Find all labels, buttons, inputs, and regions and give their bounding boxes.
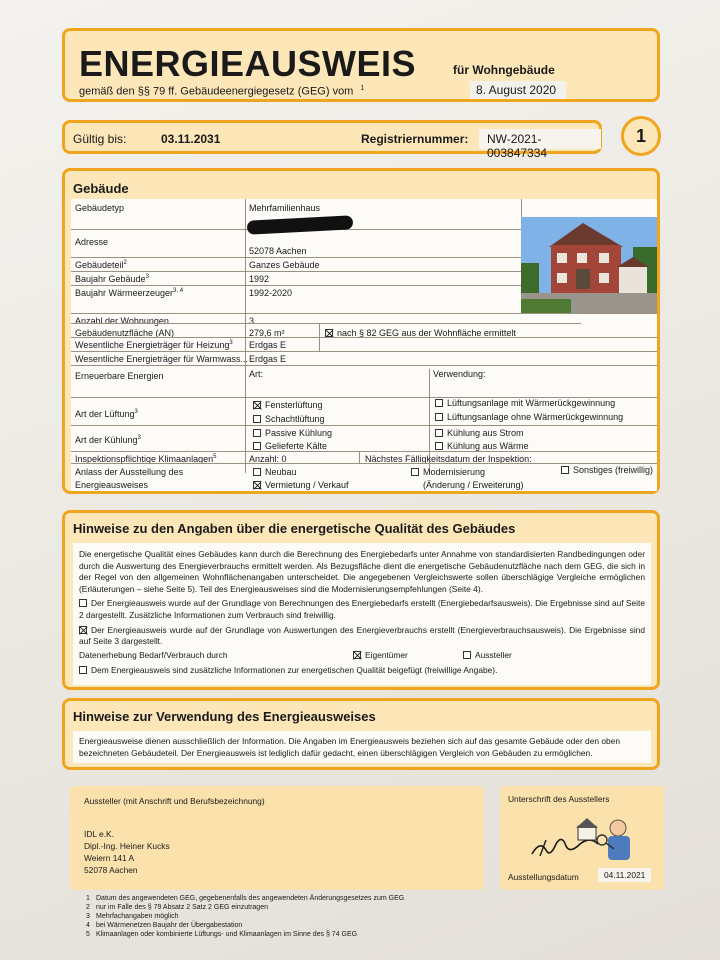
checkbox-icon xyxy=(435,429,443,437)
building-part-value: Ganzes Gebäude xyxy=(249,260,320,270)
checkbox-icon xyxy=(435,413,443,421)
registration-value: NW-2021-003847334 xyxy=(479,129,601,149)
valid-until-value: 03.11.2031 xyxy=(161,132,221,146)
cooling-delivered[interactable]: Gelieferte Kälte xyxy=(253,441,327,451)
occasion-modernisation[interactable]: Modernisierung xyxy=(411,467,485,477)
ventilation-without-recovery[interactable]: Lüftungsanlage ohne Wärmerückgewinnung xyxy=(435,412,623,422)
data-collection-issuer[interactable]: Aussteller xyxy=(463,650,512,662)
checkbox-icon xyxy=(253,415,261,423)
signature-stamp-icon xyxy=(526,816,656,866)
certificate-header xyxy=(62,28,660,102)
hot-water-carrier-value: Erdgas E xyxy=(249,354,287,364)
quality-notes-title: Hinweise zu den Angaben über die energetische Qualität des Gebäudes xyxy=(73,521,516,536)
checkbox-checked-icon xyxy=(353,651,361,659)
building-section xyxy=(62,168,660,494)
footnote-item: 2 nur im Falle des § 79 Absatz 2 Satz 2 GEG einzutragen xyxy=(86,904,268,911)
checkbox-icon xyxy=(253,468,261,476)
certificate-title: ENERGIEAUSWEIS xyxy=(79,43,417,84)
issue-date-value: 04.11.2021 xyxy=(598,868,651,882)
footnote-item: 3 Mehrfachangaben möglich xyxy=(86,913,179,920)
footnote-item: 4 bei Wärmenetzen Baujahr der Übergabestation xyxy=(86,922,243,929)
building-part-label: Gebäudeteil$^2$ xyxy=(75,260,127,270)
heating-carrier-label: Wesentliche Energieträger für Heizung$^3$ xyxy=(75,340,233,350)
checkbox-checked-icon xyxy=(79,626,87,634)
certificate-subtitle: für Wohngebäude xyxy=(453,63,555,77)
usage-notes-title: Hinweise zur Verwendung des Energieausweises xyxy=(73,709,376,724)
footnotes xyxy=(86,894,404,939)
address-value: 52078 Aachen xyxy=(249,246,307,256)
checkbox-icon xyxy=(79,599,87,607)
checkbox-icon xyxy=(411,468,419,476)
quality-notes-paragraph: Die energetische Qualität eines Gebäudes kann durch die Berechnung des Energiebedarfs unter Annahme von standardisierten Randbedingungen oder durch die Auswertung des Energieverbrauchs ermittelt werden. Als Bezugsfläche dient die energetische Gebäudenutzfläche nach dem GEG, die sich in der Regel von den allgemeinen Wohnflächenangaben unterscheidet. Die angegebenen Vergleichswerte sollen überschlägige Vergleiche ermöglichen (Erläuterungen – siehe Seite 5). Teil des Energieausweises sind die Modernisierungsempfehlungen (Seite 4). xyxy=(79,549,645,594)
checkbox-icon xyxy=(253,442,261,450)
floor-area-note: nach § 82 GEG aus der Wohnfläche ermittelt xyxy=(325,328,516,338)
ac-next-inspection: Nächstes Fälligkeitsdatum der Inspektion: xyxy=(365,454,532,464)
option-consumption-based[interactable]: Der Energieausweis wurde auf der Grundlage von Auswertungen des Energieverbrauchs erstellt (Energieverbrauchsausweis). Die Ergebnisse sind auf Seite 3 dargestellt. xyxy=(79,624,645,647)
house-photo-icon xyxy=(521,217,657,313)
footnote-item: 1 Datum des angewendeten GEG, gegebenenfalls des angewendeten Änderungsgesetzes zum GEG xyxy=(86,895,405,902)
building-type-label: Gebäudetyp xyxy=(75,203,125,213)
occasion-other[interactable]: Sonstiges (freiwillig) xyxy=(561,465,653,475)
ventilation-shaft[interactable]: Schachtlüftung xyxy=(253,414,325,424)
ventilation-label: Art der Lüftung$^3$ xyxy=(75,409,138,419)
legal-basis xyxy=(79,85,364,98)
legal-footnote-ref: 1 xyxy=(360,85,365,92)
checkbox-checked-icon xyxy=(325,329,333,337)
ventilation-with-recovery[interactable]: Lüftungsanlage mit Wärmerückgewinnung xyxy=(435,398,615,408)
building-section-title: Gebäude xyxy=(73,181,129,196)
floor-area-label: Gebäudenutzfläche (AN) xyxy=(75,328,175,338)
issue-date-label: Ausstellungsdatum xyxy=(508,872,579,882)
renewables-usage: Verwendung: xyxy=(433,369,486,379)
quality-notes-section xyxy=(62,510,660,690)
ventilation-window[interactable]: Fensterlüftung xyxy=(253,400,323,410)
checkbox-icon xyxy=(253,429,261,437)
address-label: Adresse xyxy=(75,237,109,247)
registration-label: Registriernummer: xyxy=(361,132,469,146)
ac-inspection-label: Inspektionspflichtige Klimaanlagen$^5$ xyxy=(75,454,217,464)
page-number-badge: 1 xyxy=(621,116,661,156)
occasion-label-1: Anlass der Ausstellung des xyxy=(75,467,184,477)
heater-year-label: Baujahr Wärmeerzeuger$^{3, 4}$ xyxy=(75,288,184,298)
footnote-item: 5 Klimaanlagen oder kombinierte Lüftungs- und Klimaanlagen im Sinne des § 74 GEG xyxy=(86,931,358,938)
signature-box xyxy=(500,786,664,890)
heating-carrier-value: Erdgas E xyxy=(249,340,287,350)
build-year-value: 1992 xyxy=(249,274,270,284)
valid-until-label: Gültig bis: xyxy=(73,132,127,146)
checkbox-icon xyxy=(79,666,87,674)
heater-year-value: 1992-2020 xyxy=(249,288,293,298)
issuer-address: IDL e.K. Dipl.-Ing. Heiner Kucks Weiern 141 A 52078 Aachen xyxy=(84,829,170,875)
apartments-value: 3 xyxy=(249,316,255,326)
occasion-modernisation-note: (Änderung / Erweiterung) xyxy=(423,480,524,490)
checkbox-icon xyxy=(463,651,471,659)
occasion-rent-sale[interactable]: Vermietung / Verkauf xyxy=(253,480,349,490)
renewables-type: Art: xyxy=(249,369,264,379)
data-collection-row xyxy=(79,650,645,662)
building-photo xyxy=(521,217,657,313)
checkbox-icon xyxy=(435,399,443,407)
data-collection-owner[interactable]: Eigentümer xyxy=(353,650,408,662)
option-additional-info[interactable]: Dem Energieausweis sind zusätzliche Informationen zur energetischen Qualität beigefügt (freiwillige Angabe). xyxy=(79,665,645,677)
occasion-new-build[interactable]: Neubau xyxy=(253,467,297,477)
option-demand-based[interactable]: Der Energieausweis wurde auf der Grundlage von Berechnungen des Energiebedarfs erstellt (Energiebedarfsausweis). Die Ergebnisse sind auf Seite 2 dargestellt. Zusätzliche Informationen zum Verbrauch sind freiwillig. xyxy=(79,598,645,620)
validity-bar xyxy=(62,120,602,160)
legal-basis-text: gemäß den §§ 79 ff. Gebäudeenergiegesetz (GEG) vom xyxy=(79,85,354,98)
checkbox-icon xyxy=(561,466,569,474)
cooling-label: Art der Kühlung$^3$ xyxy=(75,435,141,445)
usage-notes-section xyxy=(62,698,660,770)
build-year-label: Baujahr Gebäude$^3$ xyxy=(75,274,149,284)
hot-water-carrier-label: Wesentliche Energieträger für Warmwass... xyxy=(75,354,249,364)
checkbox-checked-icon xyxy=(253,481,261,489)
issuer-box xyxy=(70,786,484,890)
occasion-label-2: Energieausweises xyxy=(75,480,149,490)
ac-count: Anzahl: 0 xyxy=(249,454,287,464)
checkbox-icon xyxy=(435,442,443,450)
cooling-heat[interactable]: Kühlung aus Wärme xyxy=(435,441,529,451)
quality-notes-panel xyxy=(73,543,651,685)
issuer-label: Aussteller (mit Anschrift und Berufsbezeichnung) xyxy=(84,796,265,806)
usage-notes-text: Energieausweise dienen ausschließlich der Information. Die Angaben im Energieausweis beziehen sich auf das gesamte Gebäude oder den oben bezeichneten Gebäudeteil. Der Energieausweis ist lediglich dafür gedacht, einen überschlägigen Vergleich von Gebäuden zu ermöglichen. xyxy=(73,731,651,763)
checkbox-checked-icon xyxy=(253,401,261,409)
signature-label: Unterschrift des Ausstellers xyxy=(508,794,610,804)
renewables-label: Erneuerbare Energien xyxy=(75,371,164,381)
building-type-value: Mehrfamilienhaus xyxy=(249,203,321,213)
floor-area-value: 279,6 m² xyxy=(249,328,285,338)
apartments-label: Anzahl der Wohnungen xyxy=(75,316,169,326)
legal-date: 8. August 2020 xyxy=(470,81,566,99)
cooling-passive[interactable]: Passive Kühlung xyxy=(253,428,332,438)
cooling-electric[interactable]: Kühlung aus Strom xyxy=(435,428,524,438)
data-collection-label: Datenerhebung Bedarf/Verbrauch durch xyxy=(79,649,228,660)
